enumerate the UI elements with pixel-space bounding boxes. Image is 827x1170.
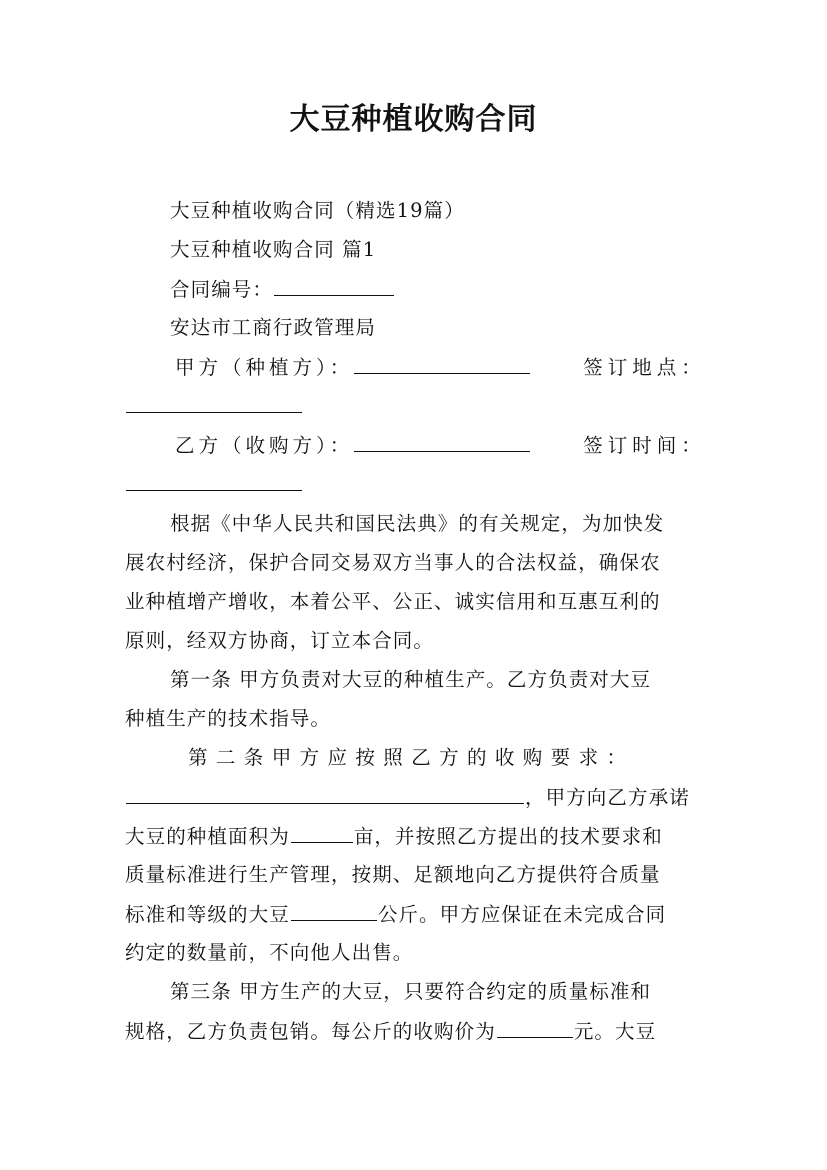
party-a-blank bbox=[354, 355, 530, 374]
party-a-line bbox=[175, 355, 705, 380]
area-blank bbox=[291, 824, 353, 843]
sign-time-line bbox=[125, 472, 705, 497]
article-2-heading: 第 二 条 甲 方 应 按 照 乙 方 的 收 购 要 求 ： bbox=[188, 746, 628, 769]
price-blank bbox=[497, 1019, 573, 1038]
paragraph-line: 原则，经双方协商，订立本合同。 bbox=[125, 629, 435, 652]
sign-time-blank bbox=[126, 472, 302, 491]
sign-time-label: 签订时间： bbox=[583, 434, 706, 457]
contract-number-blank bbox=[274, 277, 394, 296]
sign-place-line bbox=[125, 394, 705, 419]
article-2-line: 质量标准进行生产管理，按期、足额地向乙方提供符合质量 bbox=[125, 863, 661, 886]
article-2-line bbox=[125, 824, 705, 849]
paragraph-line: 根据《中华人民共和国民法典》的有关规定，为加快发 bbox=[170, 512, 665, 535]
article-2-line: 约定的数量前，不向他人出售。 bbox=[125, 941, 414, 964]
party-b-blank bbox=[354, 433, 530, 452]
sign-place-label: 签订地点： bbox=[583, 356, 706, 379]
paragraph-line: 展农村经济，保护合同交易双方当事人的合法权益，确保农 bbox=[125, 551, 661, 574]
party-b-line bbox=[175, 433, 705, 458]
article-3-line bbox=[125, 1019, 705, 1044]
article-3-text: 规格，乙方负责包销。每公斤的收购价为 bbox=[125, 1020, 496, 1043]
article-2-text: ，甲方向乙方承诺 bbox=[525, 786, 690, 809]
article-2-text: 标准和等级的大豆 bbox=[125, 903, 290, 926]
document-title: 大豆种植收购合同 bbox=[289, 102, 538, 137]
article-3-line: 第三条 甲方生产的大豆，只要符合约定的质量标准和 bbox=[170, 980, 652, 1003]
article-2-text: 公斤。甲方应保证在未完成合同 bbox=[377, 903, 667, 926]
article-2-text: 亩，并按照乙方提出的技术要求和 bbox=[353, 825, 663, 848]
authority-line: 安达市工商行政管理局 bbox=[170, 316, 377, 339]
party-b-label: 乙方（收购方）： bbox=[175, 434, 354, 457]
article-1-line: 第一条 甲方负责对大豆的种植生产。乙方负责对大豆 bbox=[170, 668, 652, 691]
article-2-text: 大豆的种植面积为 bbox=[125, 825, 290, 848]
sign-place-blank bbox=[126, 394, 302, 413]
article-2-line bbox=[125, 785, 705, 810]
contract-number-line bbox=[170, 277, 750, 302]
quantity-blank bbox=[291, 902, 377, 921]
purchase-requirement-blank bbox=[126, 785, 524, 804]
article-3-text: 元。大豆 bbox=[573, 1020, 657, 1043]
paragraph-line: 业种植增产增收，本着公平、公正、诚实信用和互惠互利的 bbox=[125, 590, 661, 613]
article-1-line: 种植生产的技术指导。 bbox=[125, 707, 332, 730]
subtitle-line: 大豆种植收购合同（精选19篇） bbox=[170, 199, 465, 222]
party-a-label: 甲方（种植方）： bbox=[175, 356, 354, 379]
contract-number-label: 合同编号： bbox=[170, 278, 274, 301]
section-heading: 大豆种植收购合同 篇1 bbox=[170, 238, 377, 261]
article-2-line bbox=[125, 902, 705, 927]
